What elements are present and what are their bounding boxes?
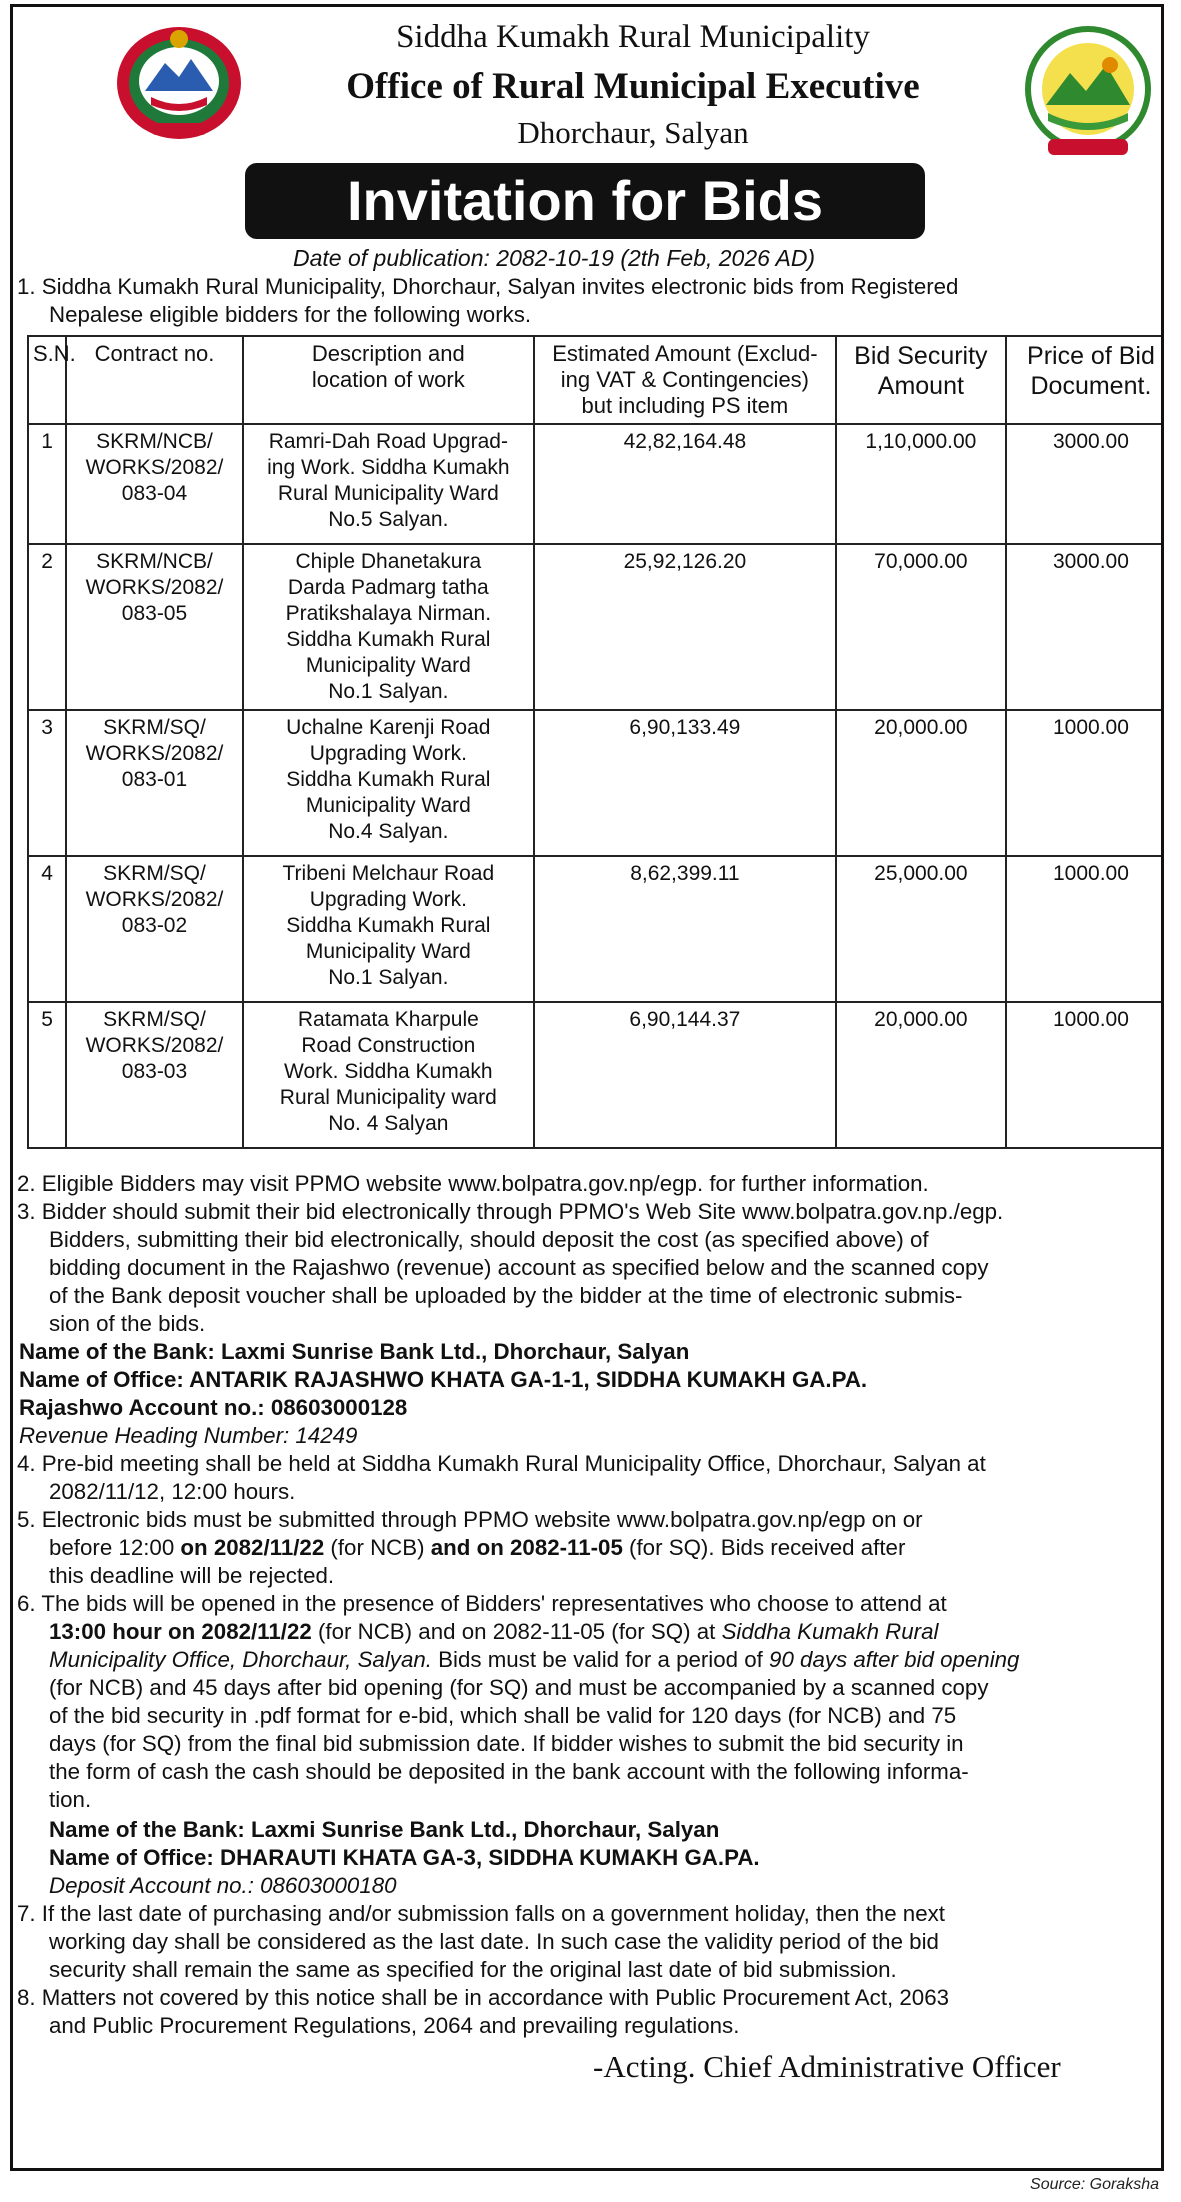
revenue-heading: Revenue Heading Number: 14249 [19,1423,358,1448]
row-price: 1000.00 [1006,710,1164,856]
row-estimate: 6,90,144.37 [534,1002,836,1148]
description-line: Rural Municipality ward [279,1086,497,1109]
row-contract [66,424,242,544]
table-row [28,544,1164,710]
deposit-account: Deposit Account no.: 08603000180 [49,1873,397,1898]
row-estimate: 8,62,399.11 [534,856,836,1002]
header-security [836,336,1006,424]
row-estimate: 42,82,164.48 [534,424,836,544]
clause-6-line: the form of cash the cash should be deposited in the bank account with the following informa- [49,1759,969,1784]
table-row [28,710,1164,856]
clause-4-line: 4. Pre-bid meeting shall be held at Siddha Kumakh Rural Municipality Office, Dhorchaur, Salyan at [17,1451,986,1476]
contract-line: 083-05 [121,602,188,625]
contract-line: 083-03 [121,1060,188,1083]
contract-line: SKRM/SQ/ [103,1008,206,1031]
row-description [243,544,534,710]
bid-table [27,335,1164,1149]
header-contract: Contract no. [66,336,242,424]
office-name-1: Name of Office: ANTARIK RAJASHWO KHATA GA-1-1, SIDDHA KUMAKH GA.PA. [19,1367,868,1392]
description-line: Siddha Kumakh Rural [286,768,491,791]
row-sn: 3 [28,710,66,856]
contract-line: 083-01 [121,768,188,791]
header-description [243,336,534,424]
row-security: 1,10,000.00 [836,424,1006,544]
municipality-name: Siddha Kumakh Rural Municipality [396,19,870,55]
row-description [243,856,534,1002]
notice-frame [10,4,1164,2171]
header-security-line: Bid Security [854,342,988,370]
clause-6-line: 6. The bids will be opened in the presence of Bidders' representatives who choose to attend at [17,1591,947,1616]
row-sn: 2 [28,544,66,710]
clause-8-line: and Public Procurement Regulations, 2064 and prevailing regulations. [49,2013,740,2038]
header-estimate-line: Estimated Amount (Exclud- [552,341,818,366]
row-price: 3000.00 [1006,424,1164,544]
row-security: 25,000.00 [836,856,1006,1002]
row-contract [66,544,242,710]
description-line: Darda Padmarg tatha [287,576,489,599]
description-line: Municipality Ward [305,794,471,817]
intro-line-1: 1. Siddha Kumakh Rural Municipality, Dhorchaur, Salyan invites electronic bids from Registered [17,274,959,299]
description-line: No.1 Salyan. [328,966,449,989]
clause-6-line: tion. [49,1787,92,1812]
text-run: (for NCB) and on 2082-11-05 (for SQ) at [311,1619,722,1644]
header-sn: S.N. [28,336,66,424]
nepal-emblem-icon [111,19,247,145]
clause-2: 2. Eligible Bidders may visit PPMO website www.bolpatra.gov.np/egp. for further information. [17,1171,929,1196]
clause-7-line: 7. If the last date of purchasing and/or submission falls on a government holiday, then the next [17,1901,945,1926]
description-line: No.5 Salyan. [328,508,449,531]
clause-5-line [49,1534,905,1561]
header-description-line: location of work [311,367,465,392]
row-sn: 4 [28,856,66,1002]
description-line: Work. Siddha Kumakh [284,1060,493,1083]
clause-4-line: 2082/11/12, 12:00 hours. [49,1479,296,1504]
description-line: Municipality Ward [305,654,471,677]
contract-line: SKRM/SQ/ [103,716,206,739]
row-security: 20,000.00 [836,710,1006,856]
office-name: Office of Rural Municipal Executive [346,66,920,107]
contract-line: WORKS/2082/ [85,576,224,599]
intro-line-2: Nepalese eligible bidders for the following works. [49,302,532,327]
description-line: No. 4 Salyan [328,1112,449,1135]
text-run: and on 2082-11-05 [430,1535,623,1560]
description-line: Upgrading Work. [309,742,467,765]
publication-date: Date of publication: 2082-10-19 (2th Feb, 2026 AD) [293,245,816,271]
header-price-line: Document. [1030,372,1152,400]
text-run: (for SQ). Bids received after [622,1535,906,1560]
clause-3-line: of the Bank deposit voucher shall be uploaded by the bidder at the time of electronic submis- [49,1283,963,1308]
text-run: on 2082/11/22 [180,1535,325,1560]
description-line: Rural Municipality Ward [277,482,499,505]
row-estimate: 25,92,126.20 [534,544,836,710]
title-banner: Invitation for Bids [245,163,925,239]
clause-5-line: this deadline will be rejected. [49,1563,335,1588]
table-header-row [28,336,1164,424]
text-run: Bids must be valid for a period of [431,1647,770,1672]
contract-line: SKRM/NCB/ [96,550,213,573]
contract-line: WORKS/2082/ [85,1034,224,1057]
row-sn: 1 [28,424,66,544]
source-credit: Source: Goraksha [1030,2176,1159,2193]
description-line: Siddha Kumakh Rural [286,914,491,937]
description-line: ing Work. Siddha Kumakh [267,456,510,479]
bank-name-1: Name of the Bank: Laxmi Sunrise Bank Ltd., Dhorchaur, Salyan [19,1339,690,1364]
contract-line: WORKS/2082/ [85,456,224,479]
description-line: Upgrading Work. [309,888,467,911]
clause-3-line: 3. Bidder should submit their bid electronically through PPMO's Web Site www.bolpatra.gov.np./egp. [17,1199,1004,1224]
clause-5-line: 5. Electronic bids must be submitted through PPMO website www.bolpatra.gov.np/egp on or [17,1507,923,1532]
description-line: No.4 Salyan. [328,820,449,843]
text-run: (for NCB) [324,1535,431,1560]
header-description-line: Description and [311,341,465,366]
row-contract [66,710,242,856]
contract-line: WORKS/2082/ [85,742,224,765]
header-estimate [534,336,836,424]
text-run: 90 days after bid opening [769,1647,1020,1672]
clause-6-line: days (for SQ) from the final bid submission date. If bidder wishes to submit the bid security in [49,1731,964,1756]
row-price: 1000.00 [1006,1002,1164,1148]
row-contract [66,856,242,1002]
row-estimate: 6,90,133.49 [534,710,836,856]
description-line: Ramri-Dah Road Upgrad- [268,430,508,453]
text-run: before 12:00 [49,1535,181,1560]
table-row [28,1002,1164,1148]
text-run: Siddha Kumakh Rural [721,1619,939,1644]
row-description [243,710,534,856]
row-security: 20,000.00 [836,1002,1006,1148]
text-run: Municipality Office, Dhorchaur, Salyan. [49,1647,432,1672]
clause-3-line: Bidders, submitting their bid electronically, should deposit the cost (as specified above) of [49,1227,929,1252]
header-price [1006,336,1164,424]
clause-3-line: bidding document in the Rajashwo (revenue) account as specified below and the scanned copy [49,1255,989,1280]
contract-line: 083-04 [121,482,188,505]
description-line: Pratikshalaya Nirman. [285,602,492,625]
contract-line: SKRM/SQ/ [103,862,206,885]
municipality-logo-icon [1018,21,1158,161]
table-row [28,424,1164,544]
contract-line: SKRM/NCB/ [96,430,213,453]
clause-6-line [49,1646,1019,1673]
description-line: Uchalne Karenji Road [286,716,491,739]
header-security-line: Amount [877,372,964,400]
description-line: No.1 Salyan. [328,680,449,703]
bank-name-2: Name of the Bank: Laxmi Sunrise Bank Ltd., Dhorchaur, Salyan [49,1817,720,1842]
header-price-line: Price of Bid [1027,342,1155,370]
row-security: 70,000.00 [836,544,1006,710]
account-no-1: Rajashwo Account no.: 08603000128 [19,1395,408,1420]
description-line: Road Construction [301,1034,476,1057]
header-estimate-line: ing VAT & Contingencies) [560,367,810,392]
clause-3-line: sion of the bids. [49,1311,206,1336]
table-row [28,856,1164,1002]
office-name-2: Name of Office: DHARAUTI KHATA GA-3, SIDDHA KUMAKH GA.PA. [49,1845,760,1870]
contract-line: WORKS/2082/ [85,888,224,911]
contract-line: 083-02 [121,914,188,937]
row-contract [66,1002,242,1148]
header-estimate-line: but including PS item [581,393,789,418]
clause-8-line: 8. Matters not covered by this notice shall be in accordance with Public Procurement Act, 2063 [17,1985,950,2010]
description-line: Municipality Ward [305,940,471,963]
clause-6-line: (for NCB) and 45 days after bid opening (for SQ) and must be accompanied by a scanned copy [49,1675,989,1700]
office-location: Dhorchaur, Salyan [517,115,749,150]
row-description [243,424,534,544]
clause-7-line: security shall remain the same as specified for the original last date of bid submission. [49,1957,897,1982]
clause-6-line [49,1618,938,1645]
description-line: Chiple Dhanetakura [295,550,482,573]
clause-7-line: working day shall be considered as the last date. In such case the validity period of the bid [49,1929,939,1954]
description-line: Siddha Kumakh Rural [286,628,491,651]
clause-6-line: of the bid security in .pdf format for e-bid, which shall be valid for 120 days (for NCB) and 75 [49,1703,957,1728]
row-price: 1000.00 [1006,856,1164,1002]
description-line: Ratamata Kharpule [297,1008,479,1031]
description-line: Tribeni Melchaur Road [282,862,495,885]
signature-line: -Acting. Chief Administrative Officer [593,2049,1061,2084]
text-run: 13:00 hour on 2082/11/22 [49,1619,312,1644]
row-sn: 5 [28,1002,66,1148]
row-description [243,1002,534,1148]
row-price: 3000.00 [1006,544,1164,710]
